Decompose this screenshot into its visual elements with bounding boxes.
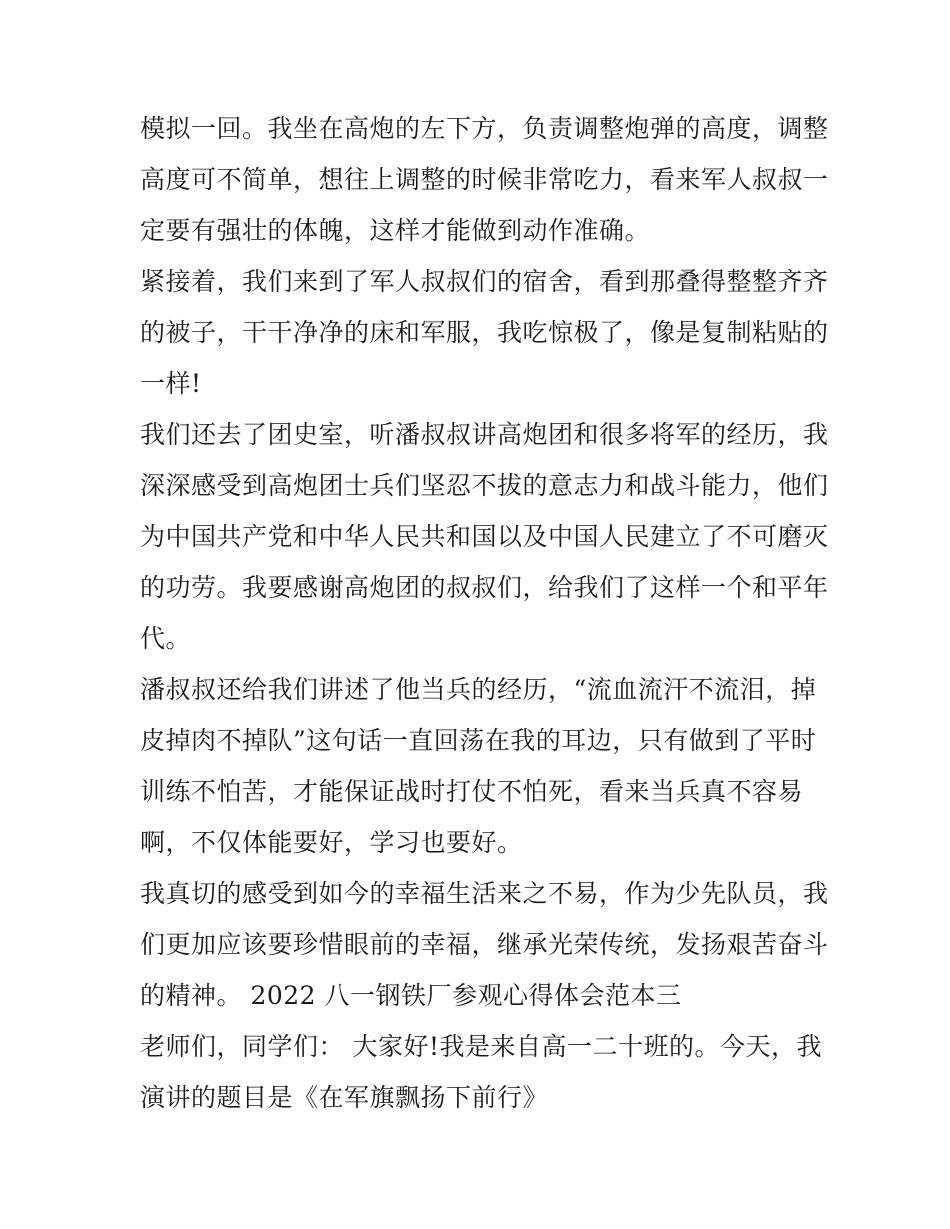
text-line: 们更加应该要珍惜眼前的幸福，继承光荣传统，发扬艰苦奋斗 [140,930,829,959]
text-line: 的功劳。我要感谢高炮团的叔叔们，给我们了这样一个和平年 [140,573,829,602]
text-line: 训练不怕苦，才能保证战时打仗不怕死，看来当兵真不容易 [140,777,804,806]
text-line: 的被子，干干净净的床和军服，我吃惊极了，像是复制粘贴的 [140,318,829,347]
text-line: 深深感受到高炮团士兵们坚忍不拔的意志力和战斗能力，他们 [140,471,829,500]
text-line: 潘叔叔还给我们讲述了他当兵的经历，“流血流汗不流泪，掉 [140,675,817,704]
text-line: 代。 [140,624,192,653]
text-line: 为中国共产党和中华人民共和国以及中国人民建立了不可磨灭 [140,522,829,551]
text-line: 的精神。 2022 八一钢铁厂参观心得体会范本三 [140,981,682,1010]
text-line: 模拟一回。我坐在高炮的左下方，负责调整炮弹的高度，调整 [140,114,829,143]
text-line: 定要有强壮的体魄，这样才能做到动作准确。 [140,216,651,245]
text-line: 我们还去了团史室，听潘叔叔讲高炮团和很多将军的经历，我 [140,420,829,449]
text-line: 皮掉肉不掉队”这句话一直回荡在我的耳边，只有做到了平时 [140,726,817,755]
text-line: 高度可不简单，想往上调整的时候非常吃力，看来军人叔叔一 [140,165,829,194]
text-line: 紧接着，我们来到了军人叔叔们的宿舍，看到那叠得整整齐齐 [140,267,829,296]
text-line: 啊，不仅体能要好，学习也要好。 [140,828,523,857]
text-line: 演讲的题目是《在军旗飘扬下前行》 [140,1083,549,1112]
text-line: 一样! [140,369,202,398]
text-line: 我真切的感受到如今的幸福生活来之不易，作为少先队员，我 [140,879,829,908]
text-line: 老师们，同学们： 大家好!我是来自高一二十班的。今天，我 [140,1032,822,1061]
